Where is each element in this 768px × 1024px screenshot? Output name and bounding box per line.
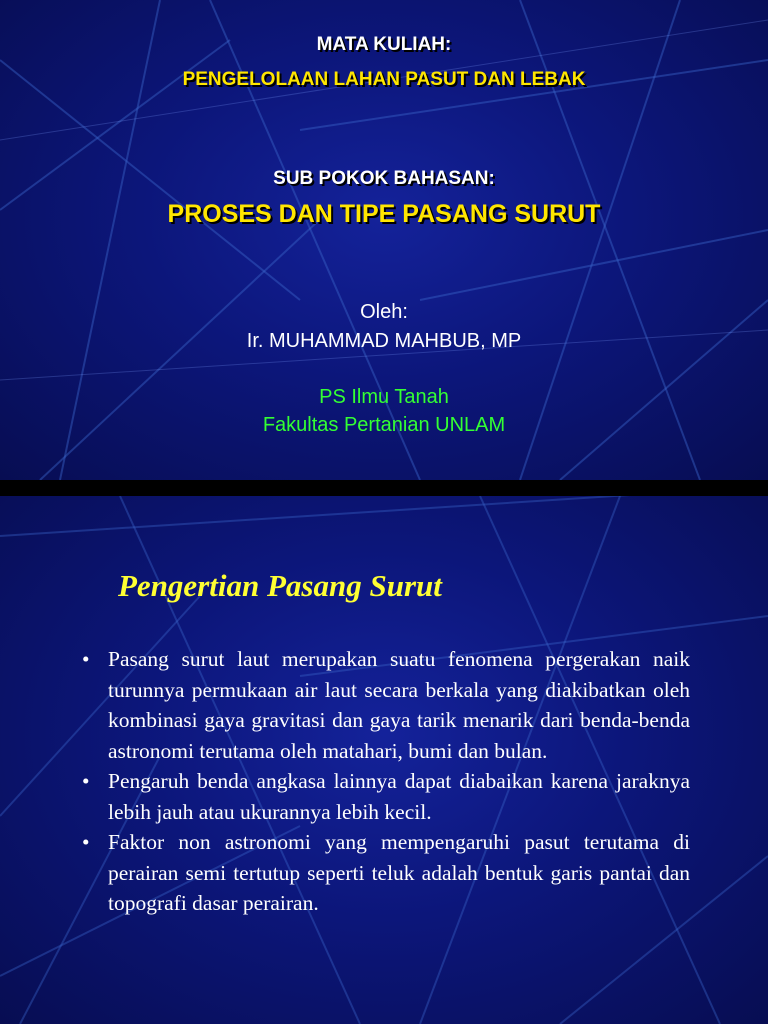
topic-name: PROSES DAN TIPE PASANG SURUT [167,200,601,228]
faculty-name: Fakultas Pertanian UNLAM [262,414,506,436]
content-slide [0,496,768,1024]
course-label: MATA KULIAH: [316,34,452,55]
slide-title: Pengertian Pasang Surut [118,568,442,603]
bullet-text: Faktor non astronomi yang mempengaruhi pasut terutama di perairan semi tertutup seperti teluk adalah bentuk garis pantai dan topografi dasar perairan. [108,830,690,915]
bullet-list [82,644,690,919]
bullet-item [82,644,690,766]
bullet-item [82,827,690,919]
title-slide [0,0,768,480]
bullet-marker: • [82,647,90,671]
bullet-marker: • [82,769,90,793]
bullet-item [82,766,690,827]
study-program: PS Ilmu Tanah [319,386,449,408]
bullet-marker: • [82,830,90,854]
slide-separator [0,480,768,496]
bullet-text: Pengaruh benda angkasa lainnya dapat diabaikan karena jaraknya lebih jauh atau ukurannya lebih kecil. [108,769,690,824]
author-name: Ir. MUHAMMAD MAHBUB, MP [246,330,522,352]
topic-label: SUB POKOK BAHASAN: [273,168,495,189]
bullet-text: Pasang surut laut merupakan suatu fenomena pergerakan naik turunnya permukaan air laut secara berkala yang diakibatkan oleh kombinasi gaya gravitasi dan gaya tarik menarik dari benda-benda astronomi terutama oleh matahari, bumi dan bulan. [108,647,690,763]
by-label: Oleh: [360,301,408,323]
course-name: PENGELOLAAN LAHAN PASUT DAN LEBAK [182,69,586,90]
